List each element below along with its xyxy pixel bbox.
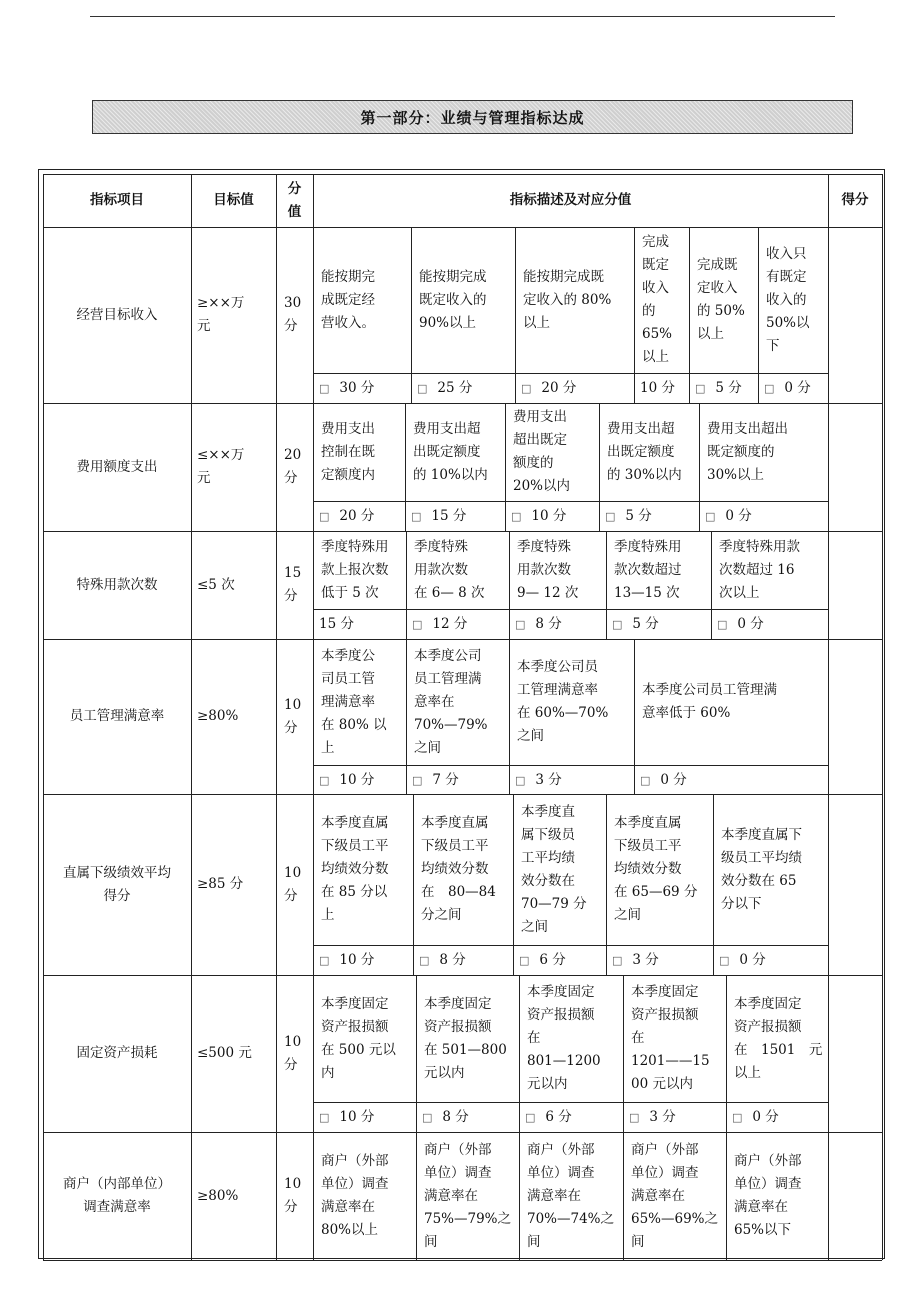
option-divider <box>515 227 516 403</box>
top-rule <box>90 16 835 17</box>
score-value: 15 分 <box>319 616 354 632</box>
option-divider <box>599 403 600 531</box>
score-value: 12 分 <box>432 616 468 632</box>
row-target-value: ≤500 元 <box>197 1045 252 1061</box>
header-score: 得分 <box>841 192 869 208</box>
score-value: 0 分 <box>752 1109 779 1125</box>
option-divider <box>413 794 414 975</box>
option-divider <box>416 1132 417 1260</box>
row-points-value: 10 分 <box>284 1176 302 1215</box>
row-item-label: 费用额度支出 <box>76 458 158 475</box>
option-score <box>515 614 562 635</box>
checkbox-icon[interactable]: □ <box>640 774 651 787</box>
option-divider <box>406 639 407 794</box>
score-value: 20 分 <box>541 380 577 396</box>
checkbox-icon[interactable]: □ <box>612 618 623 631</box>
row-target-value: ≥××万 元 <box>197 295 245 334</box>
option-description: 收入只 有既定 收入的 50%以 下 <box>766 245 810 354</box>
option-divider <box>634 639 635 794</box>
checkbox-icon[interactable]: □ <box>605 510 616 523</box>
header-target: 目标值 <box>213 192 254 208</box>
option-score <box>612 950 659 971</box>
header-points: 分 值 <box>287 180 302 220</box>
option-divider <box>713 794 714 975</box>
option-score <box>525 1107 572 1128</box>
option-description: 本季度直属 下级员工平 均绩效分数 在 80—84 分之间 <box>421 815 496 923</box>
option-score <box>695 378 742 399</box>
option-score <box>319 950 374 971</box>
option-divider <box>509 531 510 639</box>
option-description: 费用支出 控制在既 定额度内 <box>321 420 375 483</box>
option-divider <box>519 1132 520 1260</box>
score-value: 6 分 <box>539 952 566 968</box>
option-score <box>732 1107 779 1128</box>
column-divider <box>276 174 277 1260</box>
option-score <box>612 614 659 635</box>
option-description: 商户（外部 单位）调查 满意率在 75%—79%之 间 <box>424 1141 512 1250</box>
option-score <box>419 950 466 971</box>
option-description: 本季度固定 资产报损额 在 501—800 元以内 <box>424 995 507 1081</box>
score-value: 10 分 <box>531 508 567 524</box>
header-item: 指标项目 <box>90 192 144 208</box>
option-score <box>511 506 566 527</box>
option-score <box>319 770 374 791</box>
score-line <box>313 945 828 946</box>
option-description: 商户（外部 单位）调查 满意率在 65%—69%之 间 <box>631 1141 719 1250</box>
score-value: 8 分 <box>535 616 562 632</box>
score-value: 8 分 <box>439 952 466 968</box>
score-line <box>313 609 828 610</box>
checkbox-icon[interactable]: □ <box>319 510 330 523</box>
row-item-label: 直属下级绩效平均 得分 <box>63 864 171 904</box>
checkbox-icon[interactable]: □ <box>719 954 730 967</box>
score-value: 8 分 <box>442 1109 469 1125</box>
checkbox-icon[interactable]: □ <box>717 618 728 631</box>
option-description: 本季度固定 资产报损额 在 801—1200 元以内 <box>527 984 601 1092</box>
column-divider <box>313 174 314 1260</box>
option-divider <box>405 403 406 531</box>
score-value: 10 分 <box>640 380 675 396</box>
checkbox-icon[interactable]: □ <box>515 618 526 631</box>
option-divider <box>623 1132 624 1260</box>
row-points-value: 10 分 <box>284 864 302 904</box>
option-description: 能按期完成既 定收入的 80% 以上 <box>523 268 612 331</box>
option-score <box>319 614 354 634</box>
checkbox-icon[interactable]: □ <box>319 954 330 967</box>
option-score <box>417 378 472 399</box>
option-divider <box>689 227 690 403</box>
row-item-label: 经营目标收入 <box>76 306 158 323</box>
checkbox-icon[interactable]: □ <box>411 510 422 523</box>
checkbox-icon[interactable]: □ <box>525 1111 536 1124</box>
option-score <box>640 770 687 791</box>
option-description: 季度特殊用 款次数超过 13—15 次 <box>614 538 682 601</box>
score-value: 3 分 <box>632 952 659 968</box>
option-description: 本季度直属下 级员工平均绩 效分数在 65 分以下 <box>721 826 802 912</box>
option-divider <box>758 227 759 403</box>
option-score <box>411 506 466 527</box>
option-description: 本季度固定 资产报损额 在 1501 元 以上 <box>734 995 823 1081</box>
option-score <box>319 506 374 527</box>
score-value: 0 分 <box>660 772 687 788</box>
checkbox-icon[interactable]: □ <box>319 382 330 395</box>
checkbox-icon[interactable]: □ <box>705 510 716 523</box>
checkbox-icon[interactable]: □ <box>521 382 532 395</box>
section-title-text: 第一部分：业绩与管理指标达成 <box>360 108 585 127</box>
option-divider <box>411 227 412 403</box>
score-line <box>313 501 828 502</box>
option-divider <box>505 403 506 531</box>
option-divider <box>699 403 700 531</box>
option-score <box>629 1107 676 1128</box>
score-value: 30 分 <box>339 380 375 396</box>
option-divider <box>726 1132 727 1260</box>
option-score <box>640 378 675 398</box>
option-description: 完成既 定收入 的 50% 以上 <box>697 257 745 342</box>
option-divider <box>711 531 712 639</box>
row-points-value: 20 分 <box>284 447 302 486</box>
score-value: 15 分 <box>431 508 467 524</box>
score-value: 5 分 <box>715 380 742 396</box>
option-divider <box>519 975 520 1132</box>
option-description: 本季度公司 员工管理满 意率在 70%—79% 之间 <box>414 647 488 756</box>
row-item-label: 员工管理满意率 <box>69 708 165 724</box>
checkbox-icon[interactable]: □ <box>511 510 522 523</box>
row-item-label: 商户（内部单位） 调查满意率 <box>63 1176 171 1215</box>
option-description: 季度特殊用款 次数超过 16 次以上 <box>719 538 800 601</box>
option-description: 商户（外部 单位）调查 满意率在 80%以上 <box>321 1153 389 1238</box>
score-value: 0 分 <box>737 616 764 632</box>
option-description: 能按期完 成既定经 营收入。 <box>321 268 375 331</box>
score-value: 20 分 <box>339 508 375 524</box>
option-description: 本季度公司员 工管理满意率 在 60%—70% 之间 <box>517 659 609 744</box>
checkbox-icon[interactable]: □ <box>419 954 430 967</box>
checkbox-icon[interactable]: □ <box>764 382 775 395</box>
option-score <box>422 1107 469 1128</box>
option-score <box>319 1107 374 1128</box>
row-points-value: 30 分 <box>284 295 302 334</box>
option-description: 本季度直属 下级员工平 均绩效分数 在 85 分以 上 <box>321 815 389 923</box>
row-target-value: ≤××万 元 <box>197 447 245 486</box>
option-divider <box>606 794 607 975</box>
score-value: 5 分 <box>632 616 659 632</box>
option-description: 季度特殊 用款次数 9— 12 次 <box>517 538 579 601</box>
option-description: 费用支出超出 既定额度的 30%以上 <box>707 420 788 483</box>
score-value: 10 分 <box>339 1109 375 1125</box>
score-value: 7 分 <box>432 772 459 788</box>
row-target-value: ≤5 次 <box>197 576 235 593</box>
option-divider <box>606 531 607 639</box>
checkbox-icon[interactable]: □ <box>422 1111 433 1124</box>
header-description: 指标描述及对应分值 <box>509 192 632 208</box>
score-value: 0 分 <box>784 380 811 396</box>
table-inner-right <box>882 174 883 1260</box>
option-description: 本季度直属 下级员工平 均绩效分数 在 65—69 分 之间 <box>614 815 698 923</box>
column-divider <box>191 174 192 1260</box>
table-inner-left <box>43 174 44 1260</box>
option-divider <box>726 975 727 1132</box>
option-score <box>705 506 752 527</box>
column-divider <box>828 174 829 1260</box>
option-score <box>717 614 764 635</box>
option-description: 商户（外部 单位）调查 满意率在 70%—74%之 间 <box>527 1141 615 1250</box>
option-description: 费用支出超 出既定额度 的 10%以内 <box>413 420 488 483</box>
score-value: 0 分 <box>725 508 752 524</box>
option-description: 本季度固定 资产报损额 在 1201——15 00 元以内 <box>631 984 710 1092</box>
option-description: 本季度固定 资产报损额 在 500 元以 内 <box>321 995 396 1081</box>
row-target-value: ≥85 分 <box>197 876 244 892</box>
row-points-value: 10 分 <box>284 696 302 736</box>
option-score <box>764 378 811 399</box>
checkbox-icon[interactable]: □ <box>319 774 330 787</box>
option-description: 费用支出 超出既定 额度的 20%以内 <box>513 409 571 494</box>
option-description: 费用支出超 出既定额度 的 30%以内 <box>607 420 682 483</box>
row-target-value: ≥80% <box>197 708 239 724</box>
score-value: 10 分 <box>339 952 375 968</box>
checkbox-icon[interactable]: □ <box>412 774 423 787</box>
checkbox-icon[interactable]: □ <box>519 954 530 967</box>
option-divider <box>406 531 407 639</box>
checkbox-icon[interactable]: □ <box>695 382 706 395</box>
score-value: 6 分 <box>545 1109 572 1125</box>
option-score <box>412 770 459 791</box>
option-score <box>319 378 374 399</box>
option-description: 季度特殊用 款上报次数 低于 5 次 <box>321 538 389 601</box>
option-description: 本季度公司员工管理满 意率低于 60% <box>642 682 777 721</box>
option-description: 能按期完成 既定收入的 90%以上 <box>419 268 487 331</box>
option-score <box>521 378 576 399</box>
row-item-label: 固定资产损耗 <box>76 1045 158 1061</box>
option-score <box>605 506 652 527</box>
checkbox-icon[interactable]: □ <box>612 954 623 967</box>
score-value: 3 分 <box>535 772 562 788</box>
row-target-value: ≥80% <box>197 1187 239 1204</box>
option-description: 季度特殊 用款次数 在 6— 8 次 <box>414 538 485 601</box>
option-description: 完成 既定 收入 的 65% 以上 <box>642 234 673 365</box>
row-points-value: 10 分 <box>284 1033 302 1073</box>
option-score <box>412 614 467 635</box>
checkbox-icon[interactable]: □ <box>629 1111 640 1124</box>
option-description: 本季度公 司员工管 理满意率 在 80% 以 上 <box>321 647 387 756</box>
checkbox-icon[interactable]: □ <box>412 618 423 631</box>
score-value: 5 分 <box>625 508 652 524</box>
checkbox-icon[interactable]: □ <box>732 1111 743 1124</box>
row-item-label: 特殊用款次数 <box>76 576 158 593</box>
option-divider <box>634 227 635 403</box>
option-divider <box>513 794 514 975</box>
option-score <box>719 950 766 971</box>
checkbox-icon[interactable]: □ <box>319 1111 330 1124</box>
score-value: 25 分 <box>437 380 473 396</box>
score-value: 3 分 <box>649 1109 676 1125</box>
option-score <box>519 950 566 971</box>
score-value: 0 分 <box>739 952 766 968</box>
section-title <box>92 100 853 134</box>
option-divider <box>623 975 624 1132</box>
option-divider <box>416 975 417 1132</box>
table-inner-bottom <box>43 1260 882 1261</box>
option-score <box>515 770 562 791</box>
scoring-table <box>38 169 885 1259</box>
checkbox-icon[interactable]: □ <box>515 774 526 787</box>
option-divider <box>509 639 510 794</box>
checkbox-icon[interactable]: □ <box>417 382 428 395</box>
option-description: 商户（外部 单位）调查 满意率在 65%以下 <box>734 1153 802 1238</box>
score-value: 10 分 <box>339 772 375 788</box>
score-line <box>313 373 828 374</box>
option-description: 本季度直 属下级员 工平均绩 效分数在 70—79 分 之间 <box>521 803 587 935</box>
score-line <box>313 1102 828 1103</box>
score-line <box>313 765 828 766</box>
row-points-value: 15 分 <box>284 565 302 604</box>
